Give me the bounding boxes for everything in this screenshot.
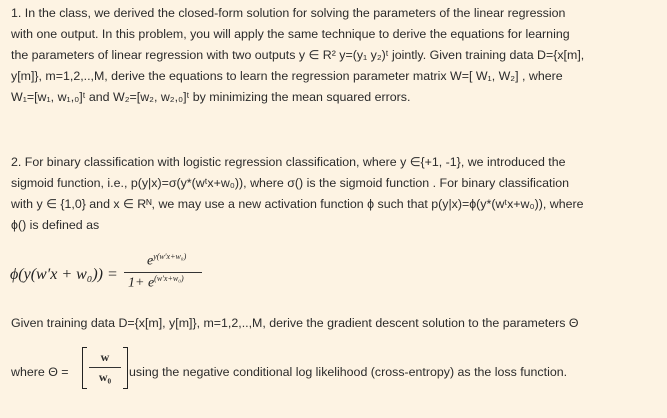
problem-1-line: y[m]}, m=1,2,..,M, derive the equations to learn the regression parameter matrix W=[ W₁, W₂] , where [11, 69, 563, 83]
equation-lhs: ϕ(y(w′x + w₀)) = [10, 266, 118, 283]
problem-2-line: 2. For binary classification with logistic regression classification, where y ∈{+1, -1}, we introduced the [11, 155, 566, 169]
equation-numerator [147, 252, 186, 270]
given-training-data-text: Given training data D={x[m], y[m]}, m=1,2,..,M, derive the gradient descent solution to the parameters Θ [11, 316, 579, 330]
problem-1-line: 1. In the class, we derived the closed-form solution for solving the parameters of the linear regression [11, 6, 566, 20]
problem-2-line: ϕ() is defined as [11, 218, 100, 232]
matrix-entry-w: w [100, 350, 110, 364]
problem-1-line: with one output. In this problem, you will apply the same technique to derive the equations for learning [11, 27, 570, 41]
activation-function-equation [10, 250, 270, 300]
problem-1-line: W₁=[w₁, w₁,₀]ᵗ and W₂=[w₂, w₂,₀]ᵗ by minimizing the mean squared errors. [11, 90, 411, 104]
problem-2-line: with y ∈ {1,0} and x ∈ Rᴺ, we may use a new activation function ϕ such that p(y|x)=ϕ(y*(wᵗx+w₀)), where [11, 197, 584, 211]
problem-2-paragraph [11, 152, 656, 236]
where-theta-label: where Θ = [11, 365, 69, 379]
loss-function-text: using the negative conditional log likelihood (cross-entropy) as the loss function. [129, 365, 568, 379]
problem-1-line: the parameters of linear regression with two outputs y ∈ R² y=(y₁ y₂)ᵗ jointly. Given training data D={x[m], [11, 48, 585, 62]
problem-1-paragraph [11, 3, 656, 108]
numerator-base: e [147, 253, 154, 269]
problem-2-line: sigmoid function, i.e., p(y|x)=σ(y*(wᵗx+w₀)), where σ() is the sigmoid function . For binary classification [11, 176, 569, 190]
matrix-entry-w0: w₀ [98, 370, 112, 384]
denominator-exponent: (w′x+w₀) [154, 274, 184, 283]
equation-denominator [128, 274, 184, 292]
theta-matrix [82, 347, 128, 389]
numerator-exponent: y(w′x+w₀) [153, 252, 187, 261]
matrix-divider [89, 367, 121, 368]
fraction-bar [124, 272, 202, 273]
where-theta-row [11, 344, 656, 394]
denominator-base: 1+ e [128, 275, 155, 291]
